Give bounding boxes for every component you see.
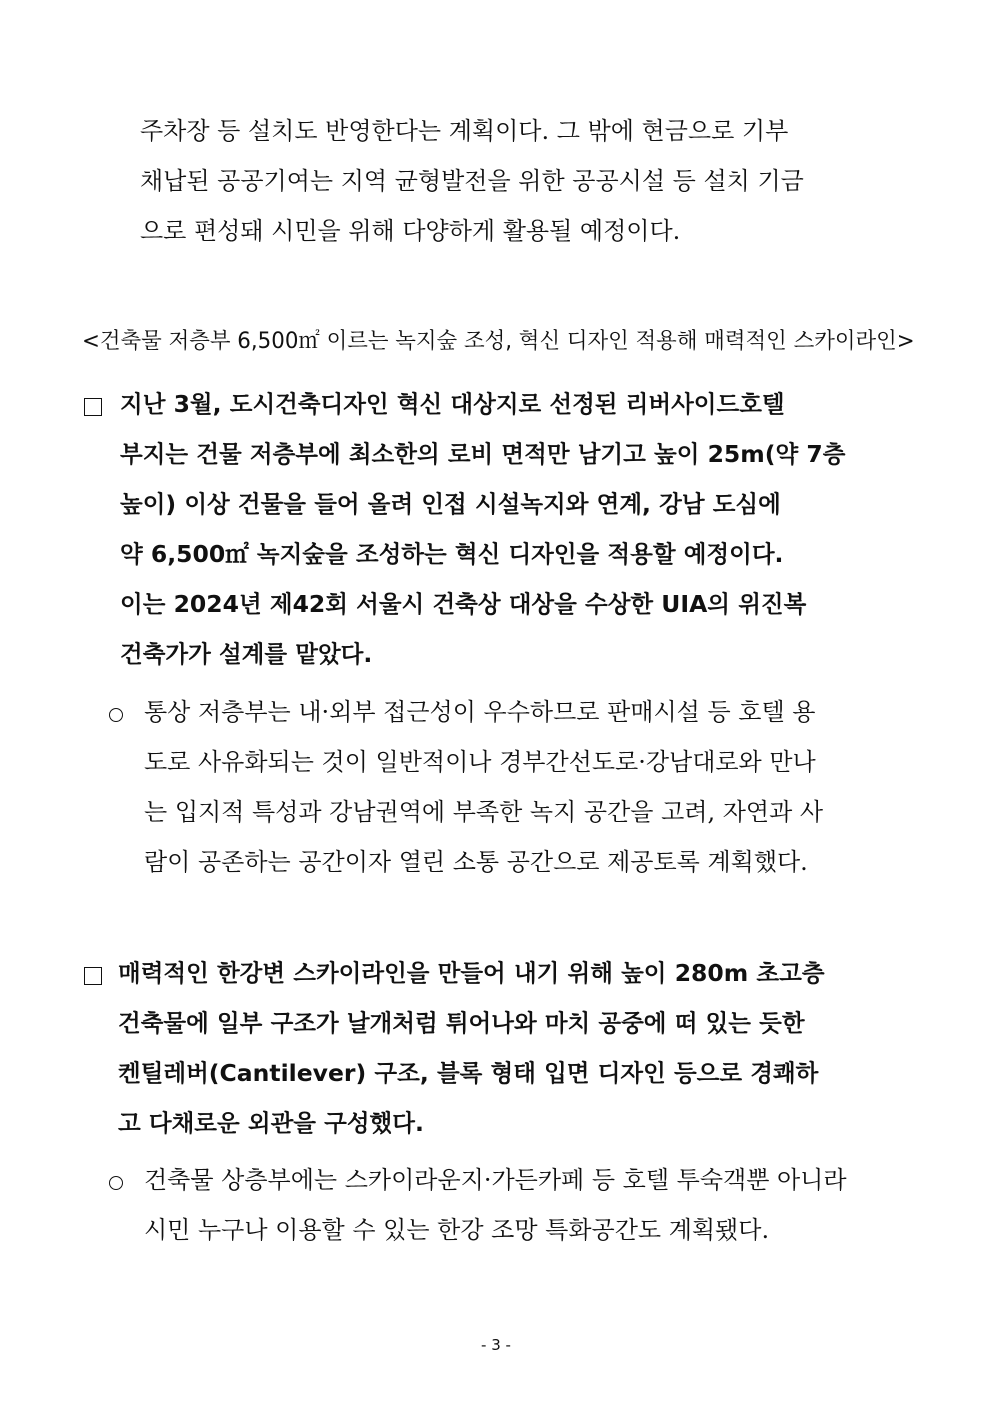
square-bullet-icon xyxy=(84,398,102,416)
item-2-line-1: 매력적인 한강변 스카이라인을 만들어 내기 위해 높이 280m 초고층 xyxy=(118,959,825,987)
square-bullet-icon xyxy=(84,967,102,985)
item-1-line-5: 이는 2024년 제42회 서울시 건축상 대상을 수상한 UIA의 위진복 xyxy=(120,590,807,618)
item-1-line-2: 부지는 건물 저층부에 최소한의 로비 면적만 남기고 높이 25m(약 7층 xyxy=(120,440,846,468)
page-number: - 3 - xyxy=(481,1336,511,1354)
item-1-line-4: 약 6,500㎡ 녹지숲을 조성하는 혁신 디자인을 적용할 예정이다. xyxy=(120,540,784,568)
intro-line-2: 채납된 공공기여는 지역 균형발전을 위한 공공시설 등 설치 기금 xyxy=(140,167,804,195)
item-1-sub-line-2: 도로 사유화되는 것이 일반적이나 경부간선도로·강남대로와 만나 xyxy=(144,748,816,776)
item-1-line-3: 높이) 이상 건물을 들어 올려 인접 시설녹지와 연계, 강남 도심에 xyxy=(120,490,781,518)
section-heading: <건축물 저층부 6,500㎡ 이르는 녹지숲 조성, 혁신 디자인 적용해 매력적인 스카이라인> xyxy=(82,329,915,354)
item-1-sub-line-4: 람이 공존하는 공간이자 열린 소통 공간으로 제공토록 계획했다. xyxy=(144,848,808,876)
item-2-sub-line-2: 시민 누구나 이용할 수 있는 한강 조망 특화공간도 계획됐다. xyxy=(144,1216,770,1244)
item-2-line-4: 고 다채로운 외관을 구성했다. xyxy=(118,1109,424,1137)
item-2-line-3: 켄틸레버(Cantilever) 구조, 블록 형태 입면 디자인 등으로 경쾌하 xyxy=(118,1059,819,1087)
item-1-sub-line-3: 는 입지적 특성과 강남권역에 부족한 녹지 공간을 고려, 자연과 사 xyxy=(144,798,824,826)
intro-line-1: 주차장 등 설치도 반영한다는 계획이다. 그 밖에 현금으로 기부 xyxy=(140,117,789,145)
item-1-line-6: 건축가가 설계를 맡았다. xyxy=(120,640,373,668)
intro-line-3: 으로 편성돼 시민을 위해 다양하게 활용될 예정이다. xyxy=(140,217,681,245)
item-1-line-1: 지난 3월, 도시건축디자인 혁신 대상지로 선정된 리버사이드호텔 xyxy=(120,390,785,418)
item-2-sub-line-1: 건축물 상층부에는 스카이라운지·가든카페 등 호텔 투숙객뿐 아니라 xyxy=(144,1166,847,1194)
circle-bullet-icon xyxy=(109,708,123,722)
item-2-line-2: 건축물에 일부 구조가 날개처럼 튀어나와 마치 공중에 떠 있는 듯한 xyxy=(118,1009,805,1037)
circle-bullet-icon xyxy=(109,1176,123,1190)
item-1-sub-line-1: 통상 저층부는 내·외부 접근성이 우수하므로 판매시설 등 호텔 용 xyxy=(144,698,816,726)
